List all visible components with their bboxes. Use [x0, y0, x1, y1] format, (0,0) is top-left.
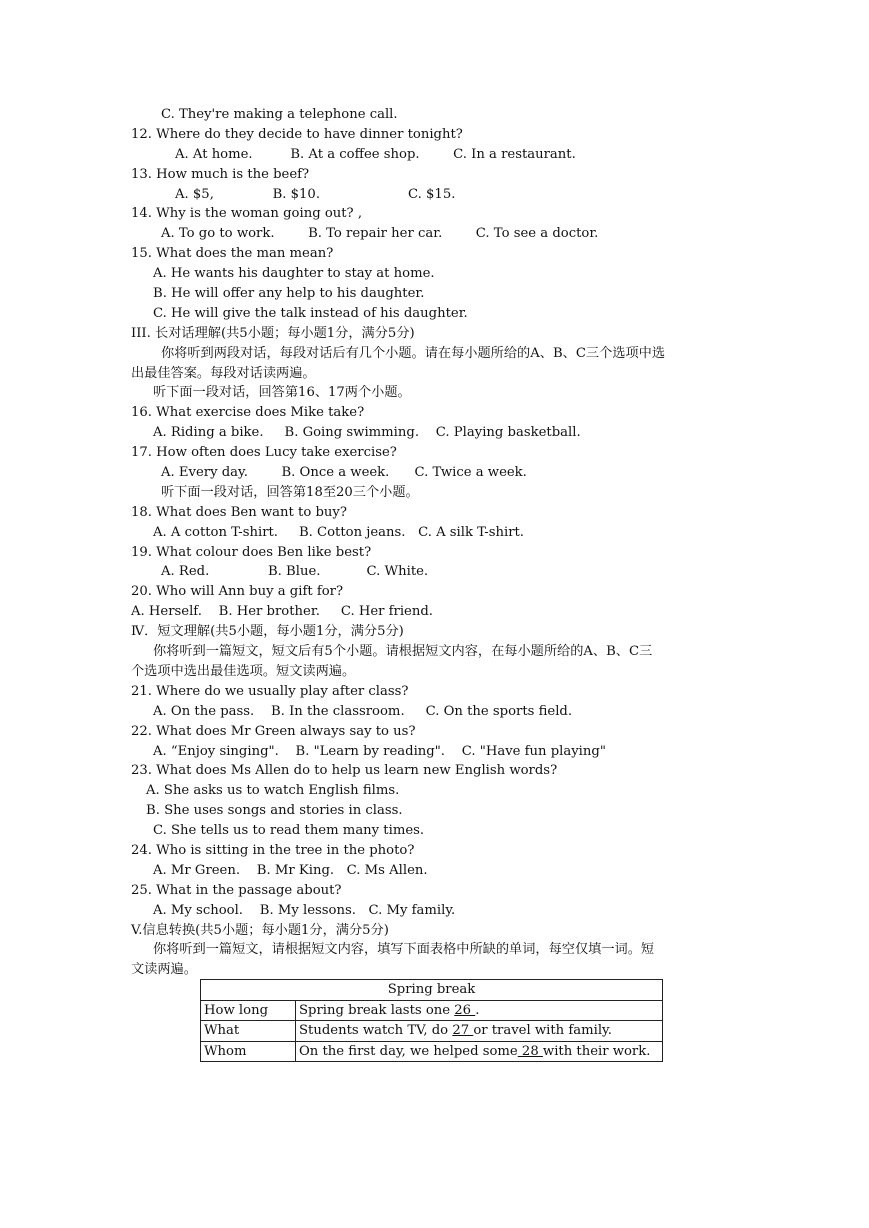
- row-value: Students watch TV, do 27 or travel with family.: [296, 1021, 663, 1042]
- text-line: 你将听到一篇短文，短文后有5个小题。请根据短文内容，在每小题所给的A、B、C三: [153, 644, 653, 660]
- text-line: 23. What does Ms Allen do to help us learn new English words?: [131, 763, 558, 779]
- row-key: Whom: [201, 1041, 296, 1062]
- text-line: 15. What does the man mean?: [131, 246, 334, 262]
- text-line: 24. Who is sitting in the tree in the photo?: [131, 842, 415, 858]
- text-line: A. A cotton T-shirt. B. Cotton jeans. C. A silk T-shirt.: [153, 524, 524, 540]
- table-row: [201, 1021, 663, 1042]
- text-line: 文读两遍。: [131, 962, 197, 978]
- text-line: 听下面一段对话，回答第16、17两个小题。: [153, 385, 411, 401]
- text-line: A. $5, B. $10. C. $15.: [175, 186, 456, 202]
- text-line: A. Red. B. Blue. C. White.: [161, 564, 429, 580]
- text-line: III. 长对话理解(共5小题；每小题1分，满分5分): [131, 325, 415, 341]
- text-line: A. She asks us to watch English films.: [146, 783, 400, 799]
- text-line: 听下面一段对话，回答第18至20三个小题。: [161, 484, 419, 500]
- row-key: What: [201, 1021, 296, 1042]
- text-line: A. “Enjoy singing". B. "Learn by reading". C. "Have fun playing": [153, 743, 606, 759]
- text-line: C. She tells us to read them many times.: [153, 823, 425, 839]
- text-line: Ⅳ．短文理解(共5小题，每小题1分，满分5分): [131, 624, 404, 640]
- info-table: [200, 979, 663, 1062]
- text-line: A. He wants his daughter to stay at home.: [153, 266, 435, 282]
- text-line: 你将听到一篇短文，请根据短文内容，填写下面表格中所缺的单词，每空仅填一词。短: [153, 942, 655, 958]
- table-row: [201, 1000, 663, 1021]
- text-line: 13. How much is the beef?: [131, 166, 310, 182]
- text-line: A. On the pass. B. In the classroom. C. On the sports field.: [153, 703, 573, 719]
- text-line: C. He will give the talk instead of his daughter.: [153, 305, 468, 321]
- text-line: 20. Who will Ann buy a gift for?: [131, 584, 344, 600]
- exam-text: [131, 105, 741, 980]
- text-line: A. Herself. B. Her brother. C. Her friend.: [131, 604, 433, 620]
- blank-26[interactable]: 26: [454, 1002, 476, 1018]
- text-line: 21. Where do we usually play after class?: [131, 683, 409, 699]
- text-line: A. My school. B. My lessons. C. My family.: [153, 902, 456, 918]
- table-title: Spring break: [201, 980, 663, 1001]
- text-line: B. She uses songs and stories in class.: [146, 803, 403, 819]
- text-line: 25. What in the passage about?: [131, 882, 342, 898]
- text-line: 16. What exercise does Mike take?: [131, 405, 365, 421]
- text-line: 个选项中选出最佳选项。短文读两遍。: [131, 663, 356, 679]
- text-line: 19. What colour does Ben like best?: [131, 544, 372, 560]
- text-line: 你将听到两段对话，每段对话后有几个小题。请在每小题所给的A、B、C三个选项中选: [161, 345, 666, 361]
- row-key: How long: [201, 1000, 296, 1021]
- text-line: B. He will offer any help to his daughter.: [153, 286, 425, 302]
- row-value: On the first day, we helped some 28 with their work.: [296, 1041, 663, 1062]
- text-line: 17. How often does Lucy take exercise?: [131, 445, 397, 461]
- row-value: Spring break lasts one 26 .: [296, 1000, 663, 1021]
- text-line: C. They're making a telephone call.: [161, 107, 398, 122]
- text-line: 18. What does Ben want to buy?: [131, 504, 347, 520]
- text-line: A. To go to work. B. To repair her car. C. To see a doctor.: [161, 226, 599, 242]
- text-line: A. Riding a bike. B. Going swimming. C. Playing basketball.: [153, 425, 581, 441]
- text-line: A. Every day. B. Once a week. C. Twice a week.: [161, 465, 527, 481]
- text-line: A. Mr Green. B. Mr King. C. Ms Allen.: [153, 862, 428, 878]
- text-line: 22. What does Mr Green always say to us?: [131, 723, 416, 739]
- text-line: A. At home. B. At a coffee shop. C. In a restaurant.: [175, 146, 576, 162]
- text-line: 14. Why is the woman going out? ,: [131, 206, 363, 222]
- text-line: 12. Where do they decide to have dinner tonight?: [131, 126, 463, 142]
- text-line: 出最佳答案。每段对话读两遍。: [131, 365, 316, 381]
- table-row: [201, 1041, 663, 1062]
- text-line: V.信息转换(共5小题；每小题1分，满分5分): [131, 922, 389, 938]
- blank-27[interactable]: 27: [452, 1023, 474, 1039]
- blank-28[interactable]: 28: [517, 1043, 543, 1059]
